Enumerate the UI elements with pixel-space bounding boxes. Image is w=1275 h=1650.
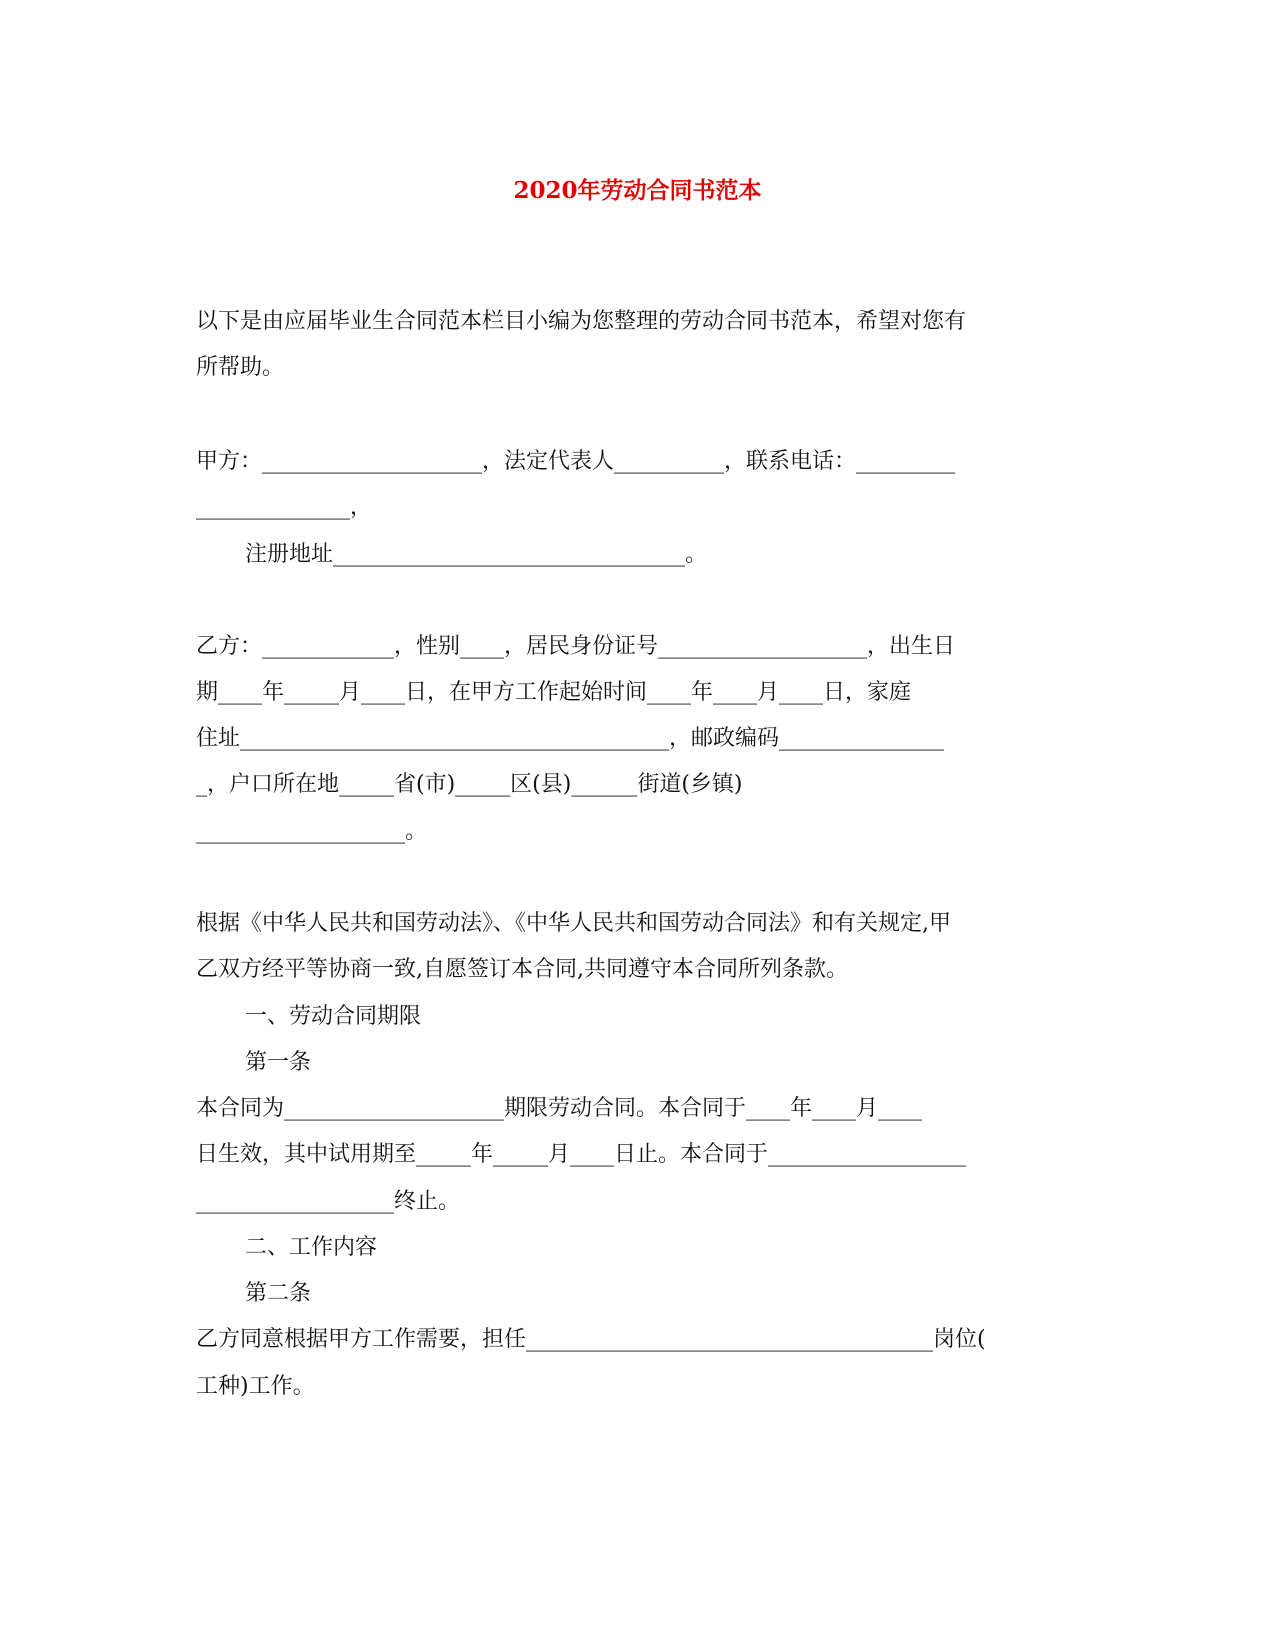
document-title: 2020年劳动合同书范本 (513, 177, 762, 204)
article-2-line-1: 乙方同意根据甲方工作需要，担任_____________________________________岗位( (196, 1327, 986, 1352)
basis-line-1: 根据《中华人民共和国劳动法》、《中华人民共和国劳动合同法》和有关规定,甲 (196, 911, 951, 936)
party-b-line-5: ___________________。 (196, 819, 428, 844)
article-1-line-3: __________________终止。 (196, 1189, 461, 1214)
section-1-heading: 一、劳动合同期限 (245, 1004, 422, 1029)
article-1-line-2: 日生效，其中试用期至_____年_____月____日止。本合同于__________________ (196, 1142, 967, 1167)
party-a-line-1: 甲方：____________________，法定代表人__________，联系电话：_________ (196, 449, 956, 474)
article-2-line-2: 工种)工作。 (196, 1374, 315, 1399)
party-b-line-4: _，户口所在地_____省(市)_____区(县)______街道(乡镇) (196, 772, 743, 797)
intro-line-2: 所帮助。 (196, 355, 285, 380)
party-b-line-1: 乙方：____________，性别____，居民身份证号___________________，出生日 (196, 634, 956, 659)
party-b-line-2: 期____年_____月____日，在甲方工作起始时间____年____月____日，家庭 (196, 680, 912, 705)
article-1-line-1: 本合同为____________________期限劳动合同。本合同于____年____月____ (196, 1096, 923, 1121)
basis-line-2: 乙双方经平等协商一致,自愿签订本合同,共同遵守本合同所列条款。 (196, 957, 848, 982)
section-2-heading: 二、工作内容 (245, 1235, 378, 1260)
article-2-heading: 第二条 (245, 1281, 312, 1306)
party-a-address: 注册地址________________________________。 (245, 542, 708, 567)
intro-line-1: 以下是由应届毕业生合同范本栏目小编为您整理的劳动合同书范本，希望对您有 (196, 309, 967, 334)
party-a-line-2: ______________， (196, 495, 373, 520)
party-b-line-3: 住址_______________________________________，邮政编码_______________ (196, 726, 945, 751)
article-1-heading: 第一条 (245, 1050, 312, 1075)
